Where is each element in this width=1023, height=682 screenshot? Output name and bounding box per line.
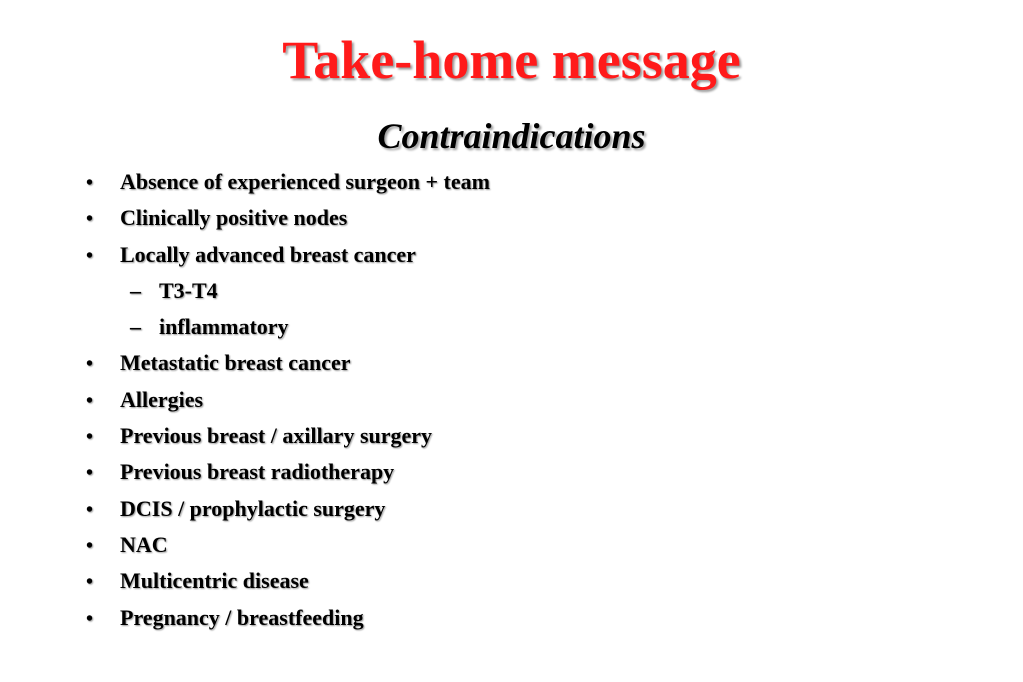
list-item	[86, 382, 490, 418]
sub-list-item	[86, 273, 490, 309]
list-item-text: Previous breast radiotherapy	[120, 459, 395, 485]
list-item-text: Pregnancy / breastfeeding	[120, 604, 364, 630]
list-item	[86, 527, 490, 563]
bullet-icon: •	[86, 426, 94, 449]
list-item-text: DCIS / prophylactic surgery	[120, 495, 386, 521]
bullet-icon: •	[86, 172, 94, 194]
list-item	[86, 491, 490, 527]
list-item	[86, 418, 490, 454]
list-item-text: Multicentric disease	[120, 568, 309, 594]
bullet-icon: •	[86, 462, 94, 485]
list-item-text: Metastatic breast cancer	[120, 350, 351, 376]
list-item-text: T3-T4	[159, 277, 218, 303]
bullet-icon: •	[86, 353, 94, 376]
bullet-icon: •	[86, 244, 94, 267]
slide-subtitle: Contraindications	[377, 116, 646, 156]
list-item-text: inflammatory	[159, 314, 289, 340]
dash-icon: –	[130, 314, 141, 340]
list-item	[86, 164, 490, 200]
list-item	[86, 600, 490, 636]
list-item-text: Absence of experienced surgeon + team	[120, 169, 490, 194]
list-item	[86, 563, 490, 599]
list-item-text: Locally advanced breast cancer	[120, 241, 416, 267]
bullet-icon: •	[86, 607, 94, 630]
list-item	[86, 454, 490, 490]
bullet-icon: •	[86, 571, 94, 594]
dash-icon: –	[130, 277, 141, 303]
list-item-text: Allergies	[120, 386, 204, 412]
bullet-icon: •	[86, 534, 94, 557]
list-item	[86, 200, 490, 236]
contraindications-list	[86, 164, 490, 636]
sub-list-item	[86, 309, 490, 345]
bullet-icon: •	[86, 498, 94, 521]
bullet-icon: •	[86, 389, 94, 412]
list-item-text: Clinically positive nodes	[120, 205, 348, 231]
bullet-icon: •	[86, 208, 94, 231]
slide-title: Take-home message	[282, 30, 741, 90]
list-item-text: Previous breast / axillary surgery	[120, 423, 433, 449]
list-item	[86, 345, 490, 381]
list-item-text: NAC	[120, 531, 168, 557]
list-item	[86, 237, 490, 273]
